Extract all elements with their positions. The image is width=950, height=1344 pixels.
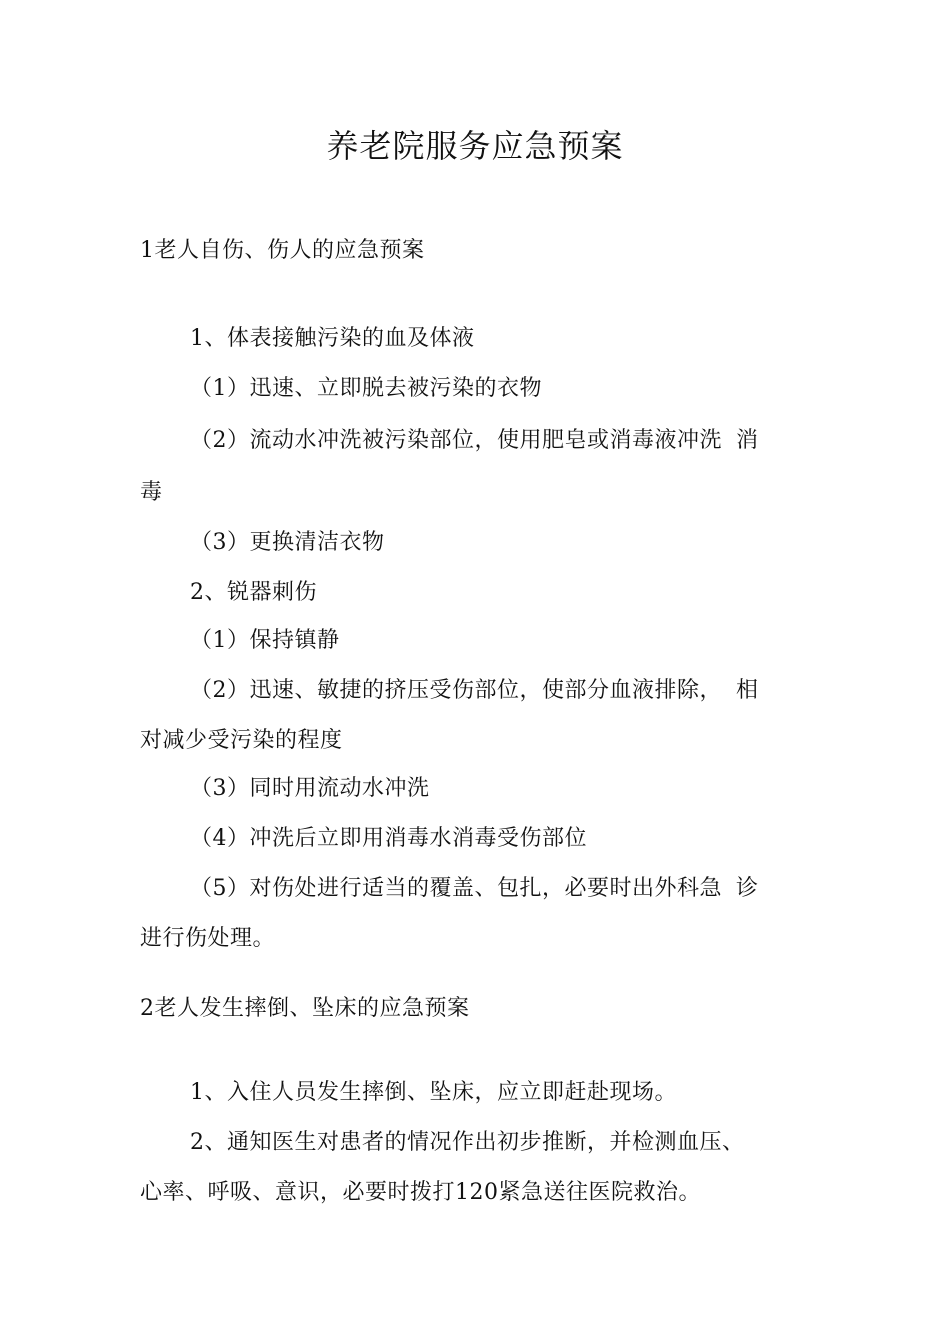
list-item <box>190 426 759 456</box>
list-item-continuation: 毒 <box>140 480 163 505</box>
list-item-continuation: 进行伤处理。 <box>140 926 276 951</box>
list-item: （4）冲洗后立即用消毒水消毒受伤部位 <box>190 826 587 851</box>
section-heading: 1老人自伤、伤人的应急预案 <box>140 238 425 263</box>
list-item: （1）迅速、立即脱去被污染的衣物 <box>190 376 542 401</box>
list-item-tail: 消 <box>736 428 759 453</box>
list-item-continuation: 对减少受污染的程度 <box>140 728 343 753</box>
section-heading: 2老人发生摔倒、坠床的应急预案 <box>140 996 470 1021</box>
list-item: 2、通知医生对患者的情况作出初步推断，并检测血压、 <box>190 1130 745 1155</box>
list-item <box>190 676 759 706</box>
list-item: 1、体表接触污染的血及体液 <box>190 326 475 351</box>
list-item-continuation: 心率、呼吸、意识，必要时拨打120紧急送往医院救治。 <box>140 1180 701 1205</box>
list-item: 1、入住人员发生摔倒、坠床，应立即赶赴现场。 <box>190 1080 677 1105</box>
list-item: （3）同时用流动水冲洗 <box>190 776 430 801</box>
list-item <box>190 874 759 904</box>
list-item-tail: 相 <box>736 678 759 703</box>
list-item: 2、锐器刺伤 <box>190 580 317 605</box>
list-item: （3）更换清洁衣物 <box>190 530 385 555</box>
document-title: 养老院服务应急预案 <box>326 127 624 165</box>
list-item-text: （2）迅速、敏捷的挤压受伤部位，使部分血液排除， <box>190 678 722 703</box>
list-item-text: （5）对伤处进行适当的覆盖、包扎，必要时出外科急 <box>190 876 722 901</box>
list-item-tail: 诊 <box>736 876 759 901</box>
list-item-text: （2）流动水冲洗被污染部位，使用肥皂或消毒液冲洗 <box>190 428 722 453</box>
list-item: （1）保持镇静 <box>190 628 340 653</box>
